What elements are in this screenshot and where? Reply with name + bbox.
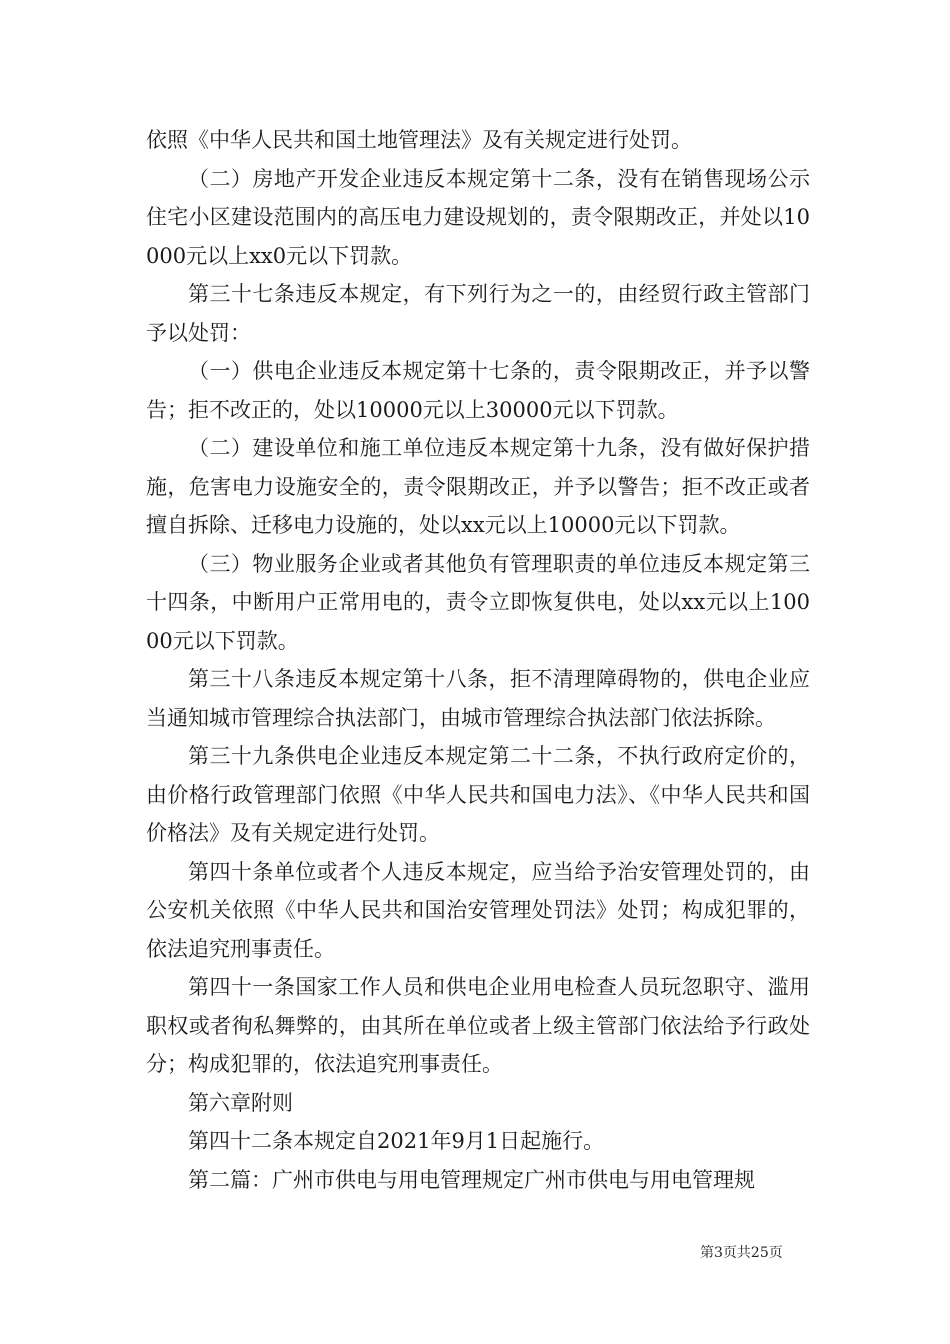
paragraph-article-39: 第三十九条供电企业违反本规定第二十二条，不执行政府定价的，由价格行政管理部门依照《中华人民共和国电力法》、《中华人民共和国价格法》及有关规定进行处罚。 — [146, 744, 810, 845]
section-heading: 第二篇：广州市供电与用电管理规定广州市供电与用电管理规 — [188, 1167, 755, 1192]
paragraph-clause: （一）供电企业违反本规定第十七条的，责令限期改正，并予以警告；拒不改正的，处以10000元以上30000元以下罚款。 — [146, 359, 810, 422]
chapter-heading: 第六章附则 — [188, 1090, 293, 1115]
paragraph-clause: （二）建设单位和施工单位违反本规定第十九条，没有做好保护措施，危害电力设施安全的，责令限期改正，并予以警告；拒不改正或者擅自拆除、迁移电力设施的，处以xx元以上10000元以下罚款。 — [146, 436, 810, 537]
paragraph-article-41: 第四十一条国家工作人员和供电企业用电检查人员玩忽职守、滥用职权或者徇私舞弊的，由其所在单位或者上级主管部门依法给予行政处分；构成犯罪的，依法追究刑事责任。 — [146, 975, 810, 1076]
paragraph-article-40: 第四十条单位或者个人违反本规定，应当给予治安管理处罚的，由公安机关依照《中华人民共和国治安管理处罚法》处罚；构成犯罪的，依法追究刑事责任。 — [146, 859, 810, 961]
paragraph-clause: （三）物业服务企业或者其他负有管理职责的单位违反本规定第三十四条，中断用户正常用电的，责令立即恢复供电，处以xx元以上10000元以下罚款。 — [146, 551, 810, 653]
paragraph-article-37: 第三十七条违反本规定，有下列行为之一的，由经贸行政主管部门予以处罚： — [146, 282, 810, 345]
paragraph-article-38: 第三十八条违反本规定第十八条，拒不清理障碍物的，供电企业应当通知城市管理综合执法部门，由城市管理综合执法部门依法拆除。 — [146, 667, 810, 730]
paragraph-article-42: 第四十二条本规定自2021年9月1日起施行。 — [188, 1129, 605, 1153]
paragraph-continuation: 依照《中华人民共和国土地管理法》及有关规定进行处罚。 — [146, 128, 692, 152]
paragraph-clause: （二）房地产开发企业违反本规定第十二条，没有在销售现场公示住宅小区建设范围内的高压电力建设规划的，责令限期改正，并处以10000元以上xx0元以下罚款。 — [146, 166, 810, 268]
page-number: 第3页共25页 — [700, 1245, 783, 1261]
document-body — [146, 121, 810, 1199]
